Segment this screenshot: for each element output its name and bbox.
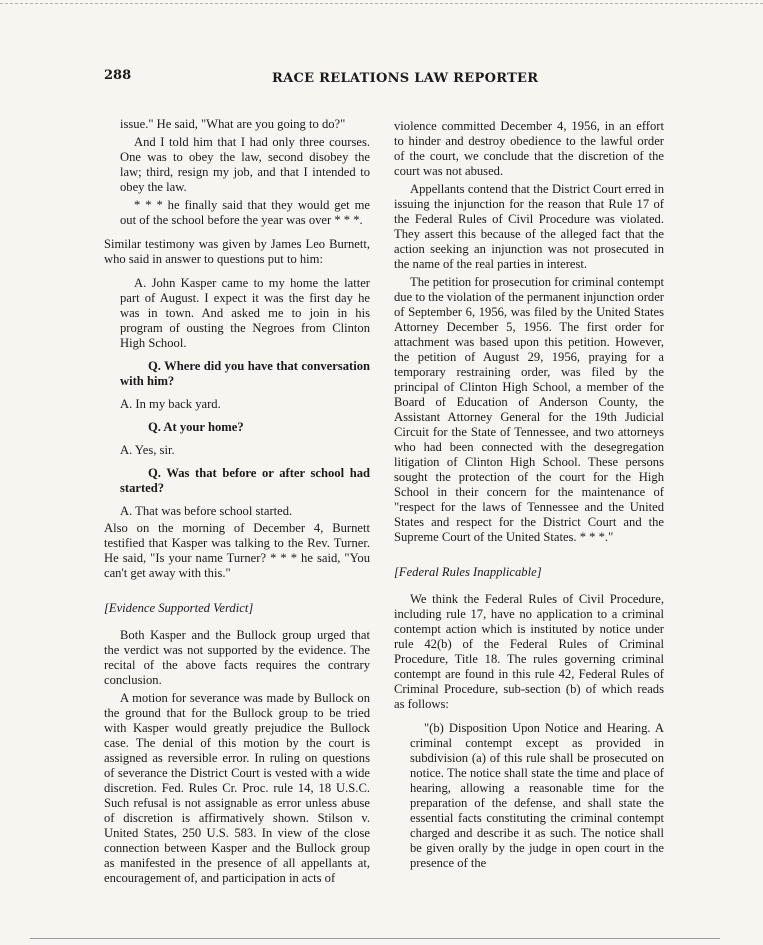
quote-paragraph: A. John Kasper came to my home the latter part of August. I expect it was the first day he was in town. And asked me to join in his program of ousting the Negroes from Clinton High School. [120, 276, 370, 350]
page-number: 288 [104, 68, 132, 83]
answer: A. That was before school started. [120, 504, 293, 518]
bottom-border [30, 938, 720, 939]
paragraph: We think the Federal Rules of Civil Procedure, including rule 17, have no application to a criminal contempt action which is instituted by notice under rule 42(b) of the Federal Rules of Criminal Procedure, Title 18. The rules governing criminal contempt are found in this rule 42, Federal Rules of Criminal Procedure, sub-section (b) of which reads as follows: [394, 592, 664, 711]
section-heading: [Evidence Supported Verdict] [104, 601, 254, 615]
paragraph: Similar testimony was given by James Leo Burnett, who said in answer to questions put to him: [104, 237, 370, 266]
question: Q. Where did you have that conversation with him? [120, 359, 370, 388]
paragraph: Also on the morning of December 4, Burnett testified that Kasper was talking to the Rev. Turner. He said, "Is your name Turner? * * * he said, "You can't get away with this." [104, 521, 370, 580]
paragraph: Both Kasper and the Bullock group urged that the verdict was not supported by the evidence. The recital of the above facts requires the contrary conclusion. [104, 628, 370, 687]
top-border [0, 3, 763, 4]
paragraph: The petition for prosecution for criminal contempt due to the violation of the permanent injunction order of September 6, 1956, was filed by the United States Attorney December 5, 1956. The first order for attachment was based upon this petition. However, the petition of August 29, 1956, praying for a temporary restraining order, was filed by the principal of Clinton High School, a member of the Board of Education of Anderson County, the Assistant Attorney General for the 19th Judicial Circuit for the State of Tennessee, and two attorneys who had been connected with the desegregation litigation of Clinton High School. These persons sought the protection of the court for the High School in their concern for the maintenance of "respect for the laws of Tennessee and the United States and respect for the District Court and the Supreme Court of the United States. * * *." [394, 275, 664, 544]
quote-paragraph: * * * he finally said that they would get me out of the school before the year was over * * *. [120, 198, 370, 227]
paragraph: Appellants contend that the District Court erred in issuing the injunction for the reason that Rule 17 of the Federal Rules of Civil Procedure was violated. They assert this because of the alleged fact that the action seeking an injunction was not prosecuted in the name of the real parties in interest. [394, 182, 664, 271]
question: Q. Was that before or after school had started? [120, 466, 370, 495]
quote-paragraph: issue." He said, "What are you going to do?" [120, 117, 346, 131]
quote-paragraph: "(b) Disposition Upon Notice and Hearing. A criminal contempt except as provided in subdivision (a) of this rule shall be prosecuted on notice. The notice shall state the time and place of hearing, allowing a reasonable time for the preparation of the defense, and shall state the essential facts constituting the criminal contempt charged and describe it as such. The notice shall be given orally by the judge in open court in the presence of the [410, 721, 664, 870]
paragraph: violence committed December 4, 1956, in an effort to hinder and destroy obedience to the lawful order of the court, we conclude that the discretion of the court was not abused. [394, 119, 664, 178]
left-column [104, 117, 370, 889]
section-heading: [Federal Rules Inapplicable] [394, 565, 542, 579]
quote-paragraph: And I told him that I had only three courses. One was to obey the law, second disobey the law; third, resign my job, and that I intended to obey the law. [120, 135, 370, 194]
answer: A. Yes, sir. [120, 443, 175, 457]
running-head: RACE RELATIONS LAW REPORTER [272, 71, 539, 86]
question: Q. At your home? [148, 420, 244, 434]
paragraph: A motion for severance was made by Bullock on the ground that for the Bullock group to be tried with Kasper would greatly prejudice the Bullock case. The denial of this motion by the court is assigned as reversible error. In ruling on questions of severance the District Court is vested with a wide discretion. Fed. Rules Cr. Proc. rule 14, 18 U.S.C. Such refusal is not assignable as error unless abuse of discretion is affirmatively shown. Stilson v. United States, 250 U.S. 583. In view of the close connection between Kasper and the Bullock group as manifested in the presence of all appellants at, encouragement of, and participation in acts of [104, 691, 370, 885]
answer: A. In my back yard. [120, 397, 221, 411]
right-column [394, 119, 664, 874]
